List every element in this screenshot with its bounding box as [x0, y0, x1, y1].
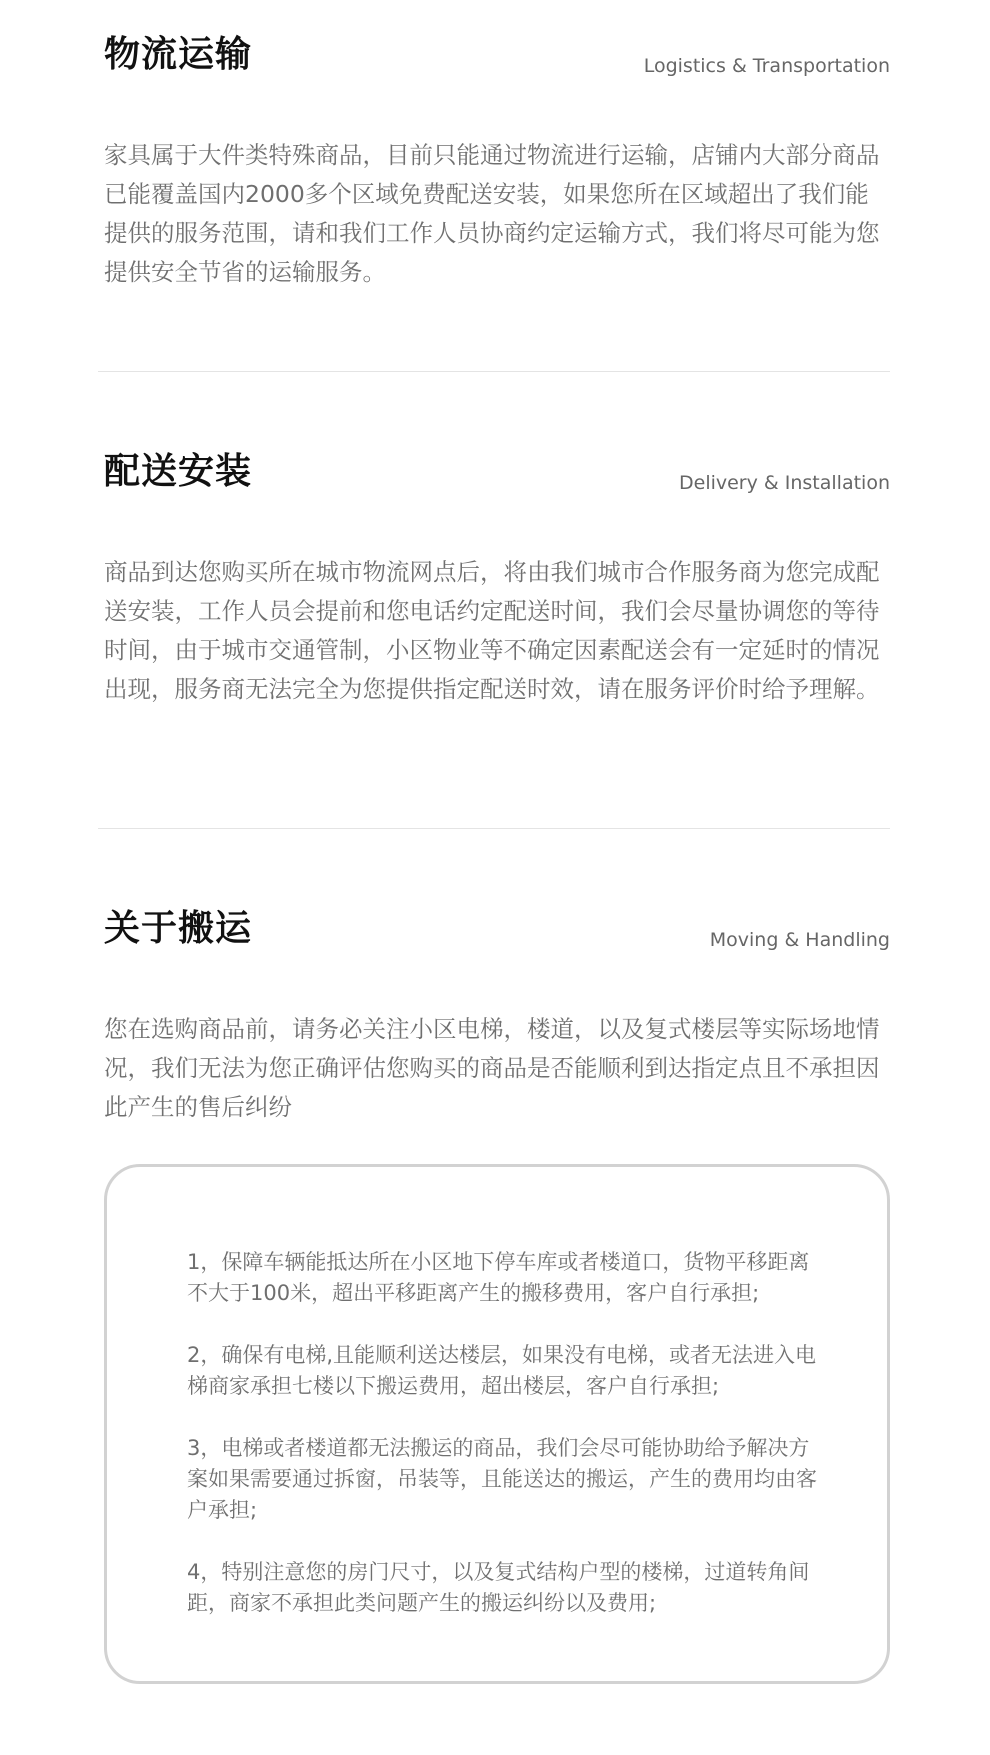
notice-item: 4，特别注意您的房门尺寸，以及复式结构户型的楼梯，过道转角间距，商家不承担此类问题产生的搬运纠纷以及费用;: [187, 1560, 810, 1615]
section-subtitle: Delivery & Installation: [679, 472, 890, 494]
section-divider: [98, 828, 890, 829]
section-title: 物流运输: [104, 34, 253, 75]
moving-notice-box: [104, 1164, 890, 1684]
section-delivery: [104, 449, 890, 703]
notice-list: [187, 1247, 827, 1650]
notice-item: 1，保障车辆能抵达所在小区地下停车库或者楼道口，货物平移距离不大于100米，超出平移距离产生的搬移费用，客户自行承担;: [187, 1250, 810, 1305]
section-subtitle: Moving & Handling: [709, 929, 890, 951]
section-title: 配送安装: [104, 451, 253, 492]
section-moving: [104, 906, 890, 1121]
section-logistics: [104, 32, 890, 286]
notice-item: 3，电梯或者楼道都无法搬运的商品，我们会尽可能协助给予解决方案如果需要通过拆窗，吊装等，且能送达的搬运，产生的费用均由客户承担;: [187, 1436, 817, 1522]
notice-item: 2，确保有电梯,且能顺利送达楼层，如果没有电梯，或者无法进入电梯商家承担七楼以下搬运费用，超出楼层，客户自行承担;: [187, 1343, 817, 1398]
section-divider: [98, 371, 890, 372]
section-body: 您在选购商品前，请务必关注小区电梯，楼道，以及复式楼层等实际场地情况，我们无法为您正确评估您购买的商品是否能顺利到达指定点且不承担因此产生的售后纠纷: [104, 1015, 880, 1121]
section-body: 商品到达您购买所在城市物流网点后，将由我们城市合作服务商为您完成配送安装，工作人员会提前和您电话约定配送时间，我们会尽量协调您的等待时间，由于城市交通管制，小区物业等不确定因素配送会有一定延时的情况出现，服务商无法完全为您提供指定配送时效，请在服务评价时给予理解。: [104, 558, 880, 703]
section-body: 家具属于大件类特殊商品，目前只能通过物流进行运输，店铺内大部分商品已能覆盖国内2000多个区域免费配送安装，如果您所在区域超出了我们能提供的服务范围，请和我们工作人员协商约定运输方式，我们将尽可能为您提供安全节省的运输服务。: [104, 141, 880, 286]
section-header: [104, 449, 890, 509]
section-subtitle: Logistics & Transportation: [643, 55, 890, 77]
section-header: [104, 32, 890, 92]
section-title: 关于搬运: [104, 908, 253, 949]
section-header: [104, 906, 890, 966]
